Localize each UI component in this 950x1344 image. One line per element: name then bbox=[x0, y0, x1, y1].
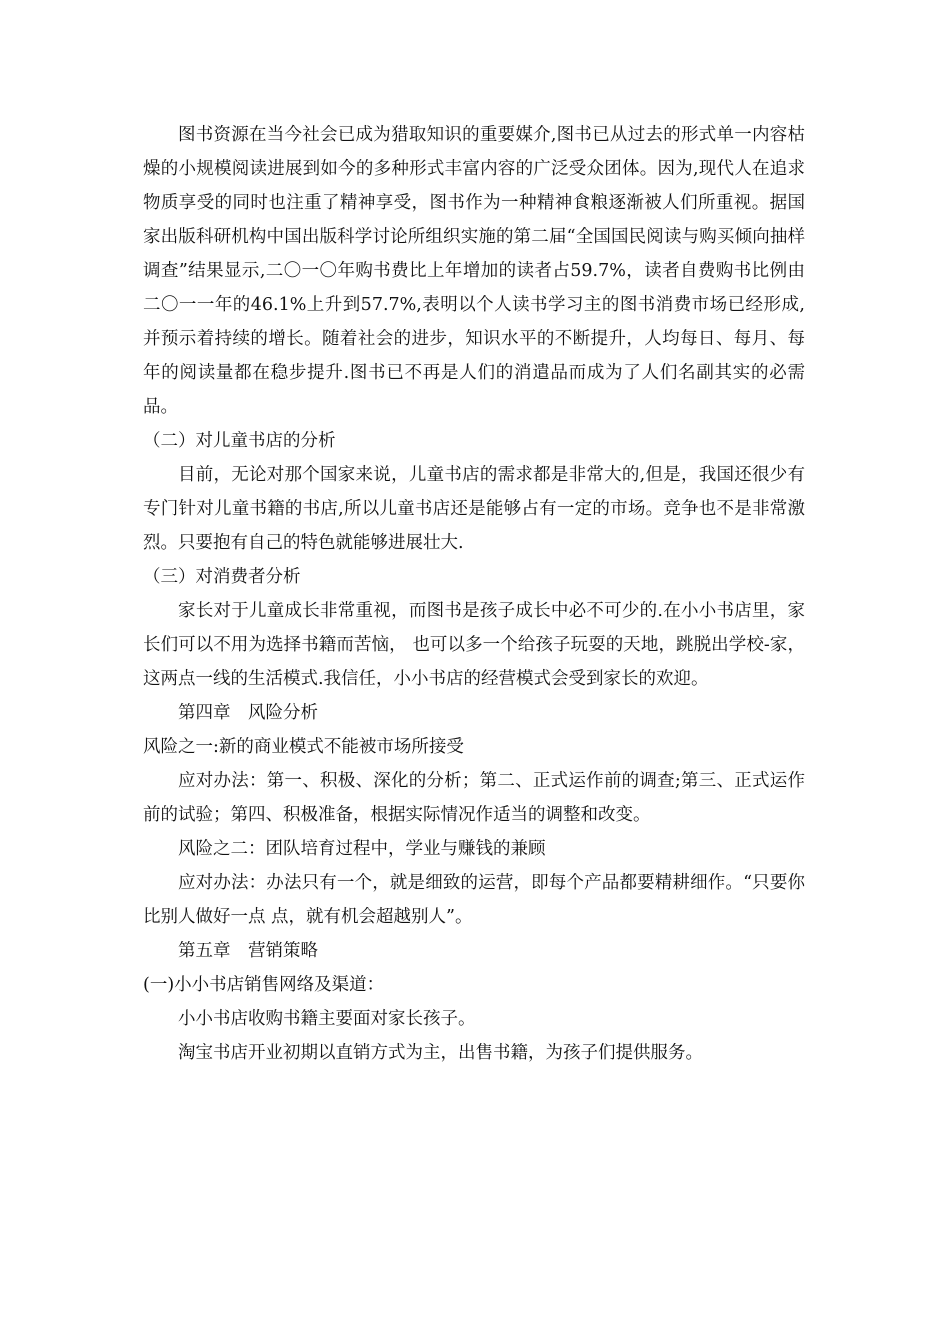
chapter-heading-risk: 第四章 风险分析 bbox=[178, 703, 318, 723]
paragraph-children-bookstore: 目前，无论对那个国家来说，儿童书店的需求都是非常大的,但是，我国还很少有专门针对儿童书籍的书店,所以儿童书店还是能够占有一定的市场。竞争也不是非常激烈。只要抱有自己的特色就能够进展壮大. bbox=[143, 465, 805, 553]
document-body bbox=[143, 118, 805, 1070]
section-heading-sales-channels: (一)小小书店销售网络及渠道： bbox=[143, 975, 385, 995]
paragraph-book-market: 图书资源在当今社会已成为猎取知识的重要媒介,图书已从过去的形式单一内容枯燥的小规模阅读进展到如今的多种形式丰富内容的广泛受众团体。因为,现代人在追求物质享受的同时也注重了精神享受，图书作为一种精神食粮逐渐被人们所重视。据国家出版科研机构中国出版科学讨论所组织实施的第二届“全国国民阅读与购买倾向抽样调查”结果显示,二〇一〇年购书费比上年增加的读者占59.7%，读者自费购书比例由二〇一一年的46.1%上升到57.7%,表明以个人读书学习主的图书消费市场已经形成,并预示着持续的增长。随着社会的进步，知识水平的不断提升，人均每日、每月、每年的阅读量都在稳步提升.图书已不再是人们的消遣品而成为了人们名副其实的必需品。 bbox=[143, 125, 805, 417]
chapter-heading-marketing: 第五章 营销策略 bbox=[178, 941, 318, 961]
paragraph-consumer: 家长对于儿童成长非常重视，而图书是孩子成长中必不可少的.在小小书店里，家长们可以不用为选择书籍而苦恼， 也可以多一个给孩子玩耍的天地，跳脱出学校-家，这两点一线的生活模式.我信任，小小书店的经营模式会受到家长的欢迎。 bbox=[143, 601, 805, 689]
section-heading-consumer: （三）对消费者分析 bbox=[143, 567, 301, 587]
risk-one-response: 应对办法：第一、积极、深化的分析；第二、正式运作前的调查;第三、正式运作前的试验；第四、积极准备，根据实际情况作适当的调整和改变。 bbox=[143, 771, 805, 825]
risk-two-response: 应对办法：办法只有一个，就是细致的运营，即每个产品都要精耕细作。“只要你比别人做好一点 点，就有机会超越别人”。 bbox=[143, 873, 805, 927]
section-heading-children-bookstore: （二）对儿童书店的分析 bbox=[143, 431, 336, 451]
risk-one-title: 风险之一:新的商业模式不能被市场所接受 bbox=[143, 737, 464, 757]
paragraph-target-customers: 小小书店收购书籍主要面对家长孩子。 bbox=[178, 1009, 476, 1029]
paragraph-direct-sales: 淘宝书店开业初期以直销方式为主，出售书籍，为孩子们提供服务。 bbox=[178, 1043, 703, 1063]
risk-two-title: 风险之二：团队培育过程中，学业与赚钱的兼顾 bbox=[178, 839, 546, 859]
